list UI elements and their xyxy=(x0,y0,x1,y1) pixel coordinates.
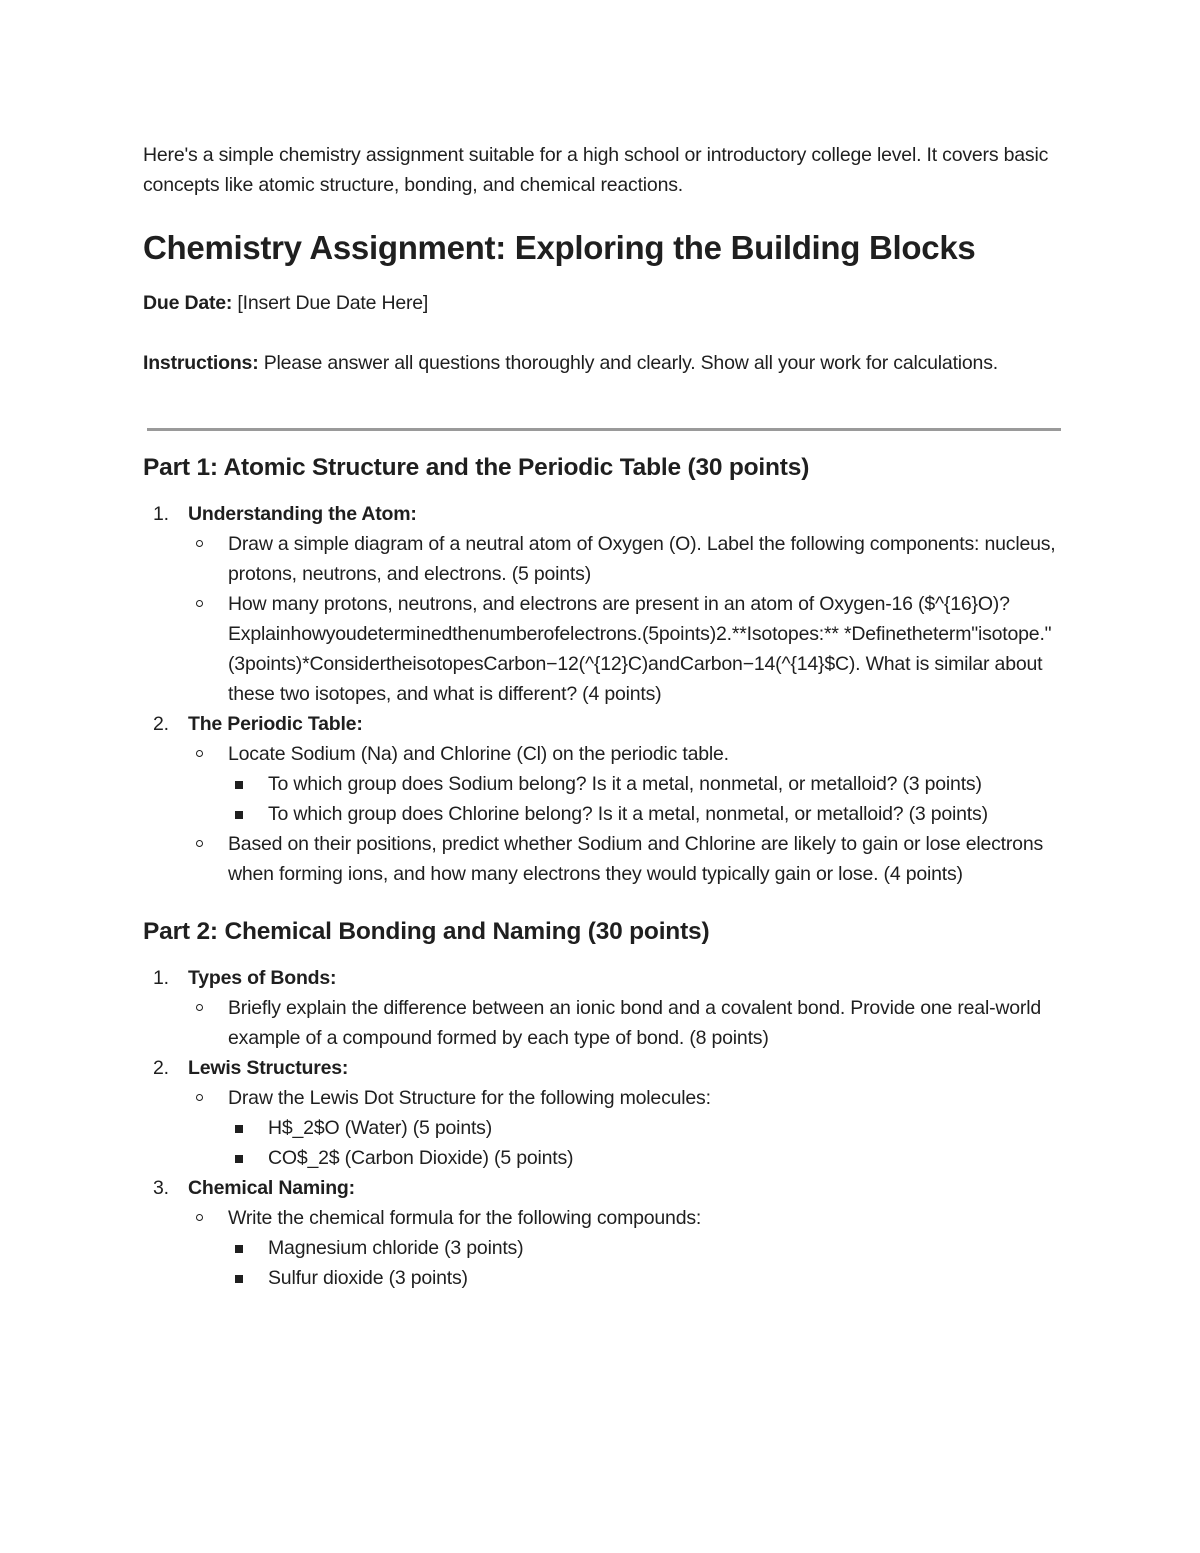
item-number: 1. xyxy=(153,503,169,525)
item-label: Lewis Structures: xyxy=(188,1057,349,1079)
sub-sub-item xyxy=(228,1233,1058,1263)
sub-item xyxy=(188,993,1058,1053)
hollow-bullet-icon xyxy=(196,750,203,757)
sub-sub-item xyxy=(228,1143,1058,1173)
item-label: Understanding the Atom: xyxy=(188,503,417,525)
sub-sub-item-text: H$_2$O (Water) (5 points) xyxy=(268,1117,493,1139)
sub-item xyxy=(188,1203,1058,1293)
sub-sub-item xyxy=(228,1113,1058,1143)
item-number: 3. xyxy=(153,1177,169,1199)
square-bullet-icon xyxy=(235,1125,243,1133)
due-date-value: [Insert Due Date Here] xyxy=(232,292,429,314)
sub-item xyxy=(188,829,1058,889)
part-2-list xyxy=(143,963,1058,1293)
square-bullet-icon xyxy=(235,1275,243,1283)
list-item xyxy=(143,1053,1058,1173)
sub-sub-item-text: CO$_2$ (Carbon Dioxide) (5 points) xyxy=(268,1147,574,1169)
sub-sub-item xyxy=(228,799,1058,829)
square-bullet-icon xyxy=(235,1155,243,1163)
instructions-label: Instructions: xyxy=(143,352,259,374)
document-page xyxy=(143,140,1058,1293)
list-item xyxy=(143,709,1058,889)
item-number: 1. xyxy=(153,967,169,989)
square-bullet-icon xyxy=(235,1245,243,1253)
instructions-value: Please answer all questions thoroughly and clearly. Show all your work for calculations. xyxy=(258,352,998,374)
sub-item-text: How many protons, neutrons, and electrons are present in an atom of Oxygen-16 ($^{16}O)?Explainhowyoudeterminedthenumberofelectrons.(5points)2.**Isotopes:** *Definetheterm"isotope."(3points)*ConsidertheisotopesCarbon−12(^{12}C)andCarbon−14(^{14}$C). What is similar about these two isotopes, and what is different? (4 points) xyxy=(228,593,1052,705)
sub-sub-item-text: Sulfur dioxide (3 points) xyxy=(268,1267,468,1289)
assignment-title: Chemistry Assignment: Exploring the Building Blocks xyxy=(143,229,976,266)
sub-item-text: Based on their positions, predict whether Sodium and Chlorine are likely to gain or lose electrons when forming ions, and how many electrons they would typically gain or lose. (4 points) xyxy=(228,833,1044,885)
item-number: 2. xyxy=(153,713,169,735)
hollow-bullet-icon xyxy=(196,1214,203,1221)
due-date-label: Due Date: xyxy=(143,292,233,314)
sub-sub-item-text: To which group does Chlorine belong? Is it a metal, nonmetal, or metalloid? (3 points) xyxy=(268,803,988,825)
part-1-heading: Part 1: Atomic Structure and the Periodic Table (30 points) xyxy=(143,454,810,481)
hollow-bullet-icon xyxy=(196,600,203,607)
hollow-bullet-icon xyxy=(196,540,203,547)
list-item xyxy=(143,963,1058,1053)
sub-item-text: Locate Sodium (Na) and Chlorine (Cl) on the periodic table. xyxy=(228,743,729,765)
sub-item-text: Write the chemical formula for the following compounds: xyxy=(228,1207,702,1229)
item-number: 2. xyxy=(153,1057,169,1079)
intro-paragraph: Here's a simple chemistry assignment suitable for a high school or introductory college level. It covers basic concepts like atomic structure, bonding, and chemical reactions. xyxy=(143,144,1049,196)
sub-item-text: Draw a simple diagram of a neutral atom of Oxygen (O). Label the following components: nucleus, protons, neutrons, and electrons. (5 points) xyxy=(228,533,1056,585)
hollow-bullet-icon xyxy=(196,840,203,847)
sub-sub-item xyxy=(228,1263,1058,1293)
square-bullet-icon xyxy=(235,811,243,819)
hollow-bullet-icon xyxy=(196,1004,203,1011)
sub-sub-item-text: To which group does Sodium belong? Is it a metal, nonmetal, or metalloid? (3 points) xyxy=(268,773,982,795)
sub-item xyxy=(188,739,1058,829)
sub-sub-item-text: Magnesium chloride (3 points) xyxy=(268,1237,524,1259)
item-label: The Periodic Table: xyxy=(188,713,363,735)
horizontal-divider xyxy=(147,428,1061,431)
sub-item-text: Briefly explain the difference between an ionic bond and a covalent bond. Provide one real-world example of a compound formed by each type of bond. (8 points) xyxy=(228,997,1041,1049)
sub-item xyxy=(188,589,1058,709)
instructions xyxy=(143,348,1058,378)
part-1-list xyxy=(143,499,1058,889)
sub-sub-item xyxy=(228,769,1058,799)
list-item xyxy=(143,1173,1058,1293)
item-label: Types of Bonds: xyxy=(188,967,337,989)
sub-item-text: Draw the Lewis Dot Structure for the following molecules: xyxy=(228,1087,711,1109)
part-2-heading: Part 2: Chemical Bonding and Naming (30 points) xyxy=(143,918,710,945)
item-label: Chemical Naming: xyxy=(188,1177,355,1199)
hollow-bullet-icon xyxy=(196,1094,203,1101)
list-item xyxy=(143,499,1058,709)
due-date xyxy=(143,288,1058,318)
square-bullet-icon xyxy=(235,781,243,789)
sub-item xyxy=(188,1083,1058,1173)
sub-item xyxy=(188,529,1058,589)
